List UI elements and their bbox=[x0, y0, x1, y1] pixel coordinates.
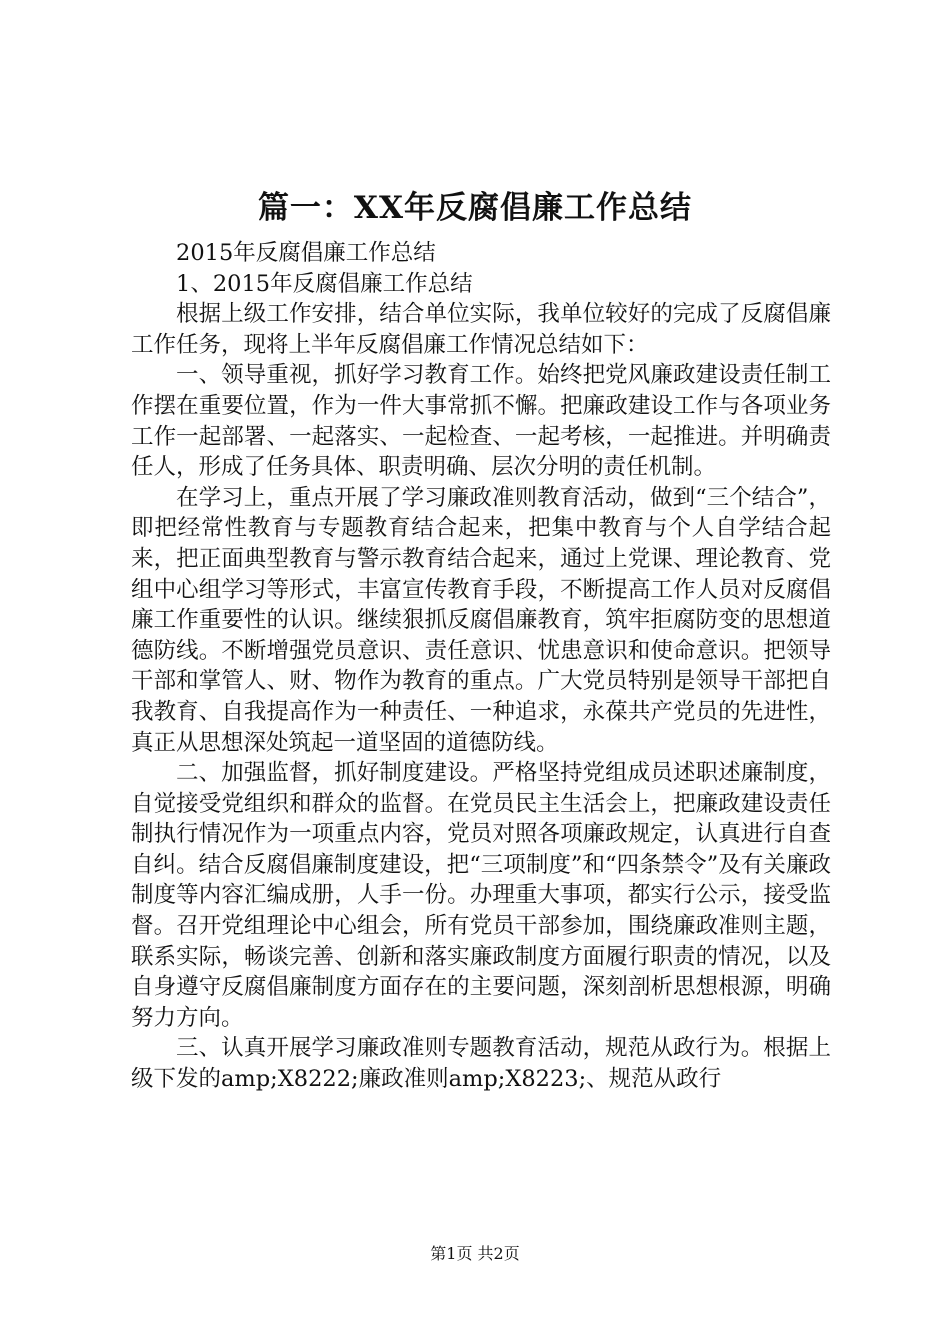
section-heading-paragraph: 1、2015年反腐倡廉工作总结 bbox=[176, 270, 473, 297]
section-three-paragraph: 三、认真开展学习廉政准则专题教育活动，规范从政行为。根据上级下发的amp;X8222;廉政准则amp;X8223;、规范从政行 bbox=[131, 1035, 831, 1093]
page-number-footer: 第1页 共2页 bbox=[430, 1244, 520, 1263]
section-two-paragraph: 二、加强监督，抓好制度建设。严格坚持党组成员述职述廉制度，自觉接受党组织和群众的监督。在党员民主生活会上，把廉政建设责任制执行情况作为一项重点内容，党员对照各项廉政规定，认真进行自查自纠。结合反腐倡廉制度建设，把“三项制度”和“四条禁令”及有关廉政制度等内容汇编成册，人手一份。办理重大事项，都实行公示，接受监督。召开党组理论中心组会，所有党员干部参加，围绕廉政准则主题，联系实际，畅谈完善、创新和落实廉政制度方面履行职责的情况，以及自身遵守反腐倡廉制度方面存在的主要问题，深刻剖析思想根源，明确努力方向。 bbox=[131, 760, 831, 1031]
subtitle-paragraph: 2015年反腐倡廉工作总结 bbox=[176, 240, 436, 266]
study-paragraph: 在学习上，重点开展了学习廉政准则教育活动，做到“三个结合”，即把经常性教育与专题教育结合起来，把集中教育与个人自学结合起来，把正面典型教育与警示教育结合起来，通过上党课、理论教育、党组中心组学习等形式，丰富宣传教育手段，不断提高工作人员对反腐倡廉工作重要性的认识。继续狠抓反腐倡廉教育，筑牢拒腐防变的思想道德防线。不断增强党员意识、责任意识、忧患意识和使命意识。把领导干部和掌管人、财、物作为教育的重点。广大党员特别是领导干部把自我教育、自我提高作为一种责任、一种追求，永葆共产党员的先进性，真正从思想深处筑起一道坚固的道德防线。 bbox=[131, 484, 831, 756]
document-title: 篇一：XX年反腐倡廉工作总结 bbox=[257, 190, 693, 226]
document-body bbox=[131, 238, 831, 1095]
section-one-paragraph: 一、领导重视，抓好学习教育工作。始终把党风廉政建设责任制工作摆在重要位置，作为一件大事常抓不懈。把廉政建设工作与各项业务工作一起部署、一起落实、一起检查、一起考核，一起推进。并明确责任人，形成了任务具体、职责明确、层次分明的责任机制。 bbox=[131, 362, 831, 481]
intro-paragraph: 根据上级工作安排，结合单位实际，我单位较好的完成了反腐倡廉工作任务，现将上半年反腐倡廉工作情况总结如下： bbox=[131, 301, 831, 358]
